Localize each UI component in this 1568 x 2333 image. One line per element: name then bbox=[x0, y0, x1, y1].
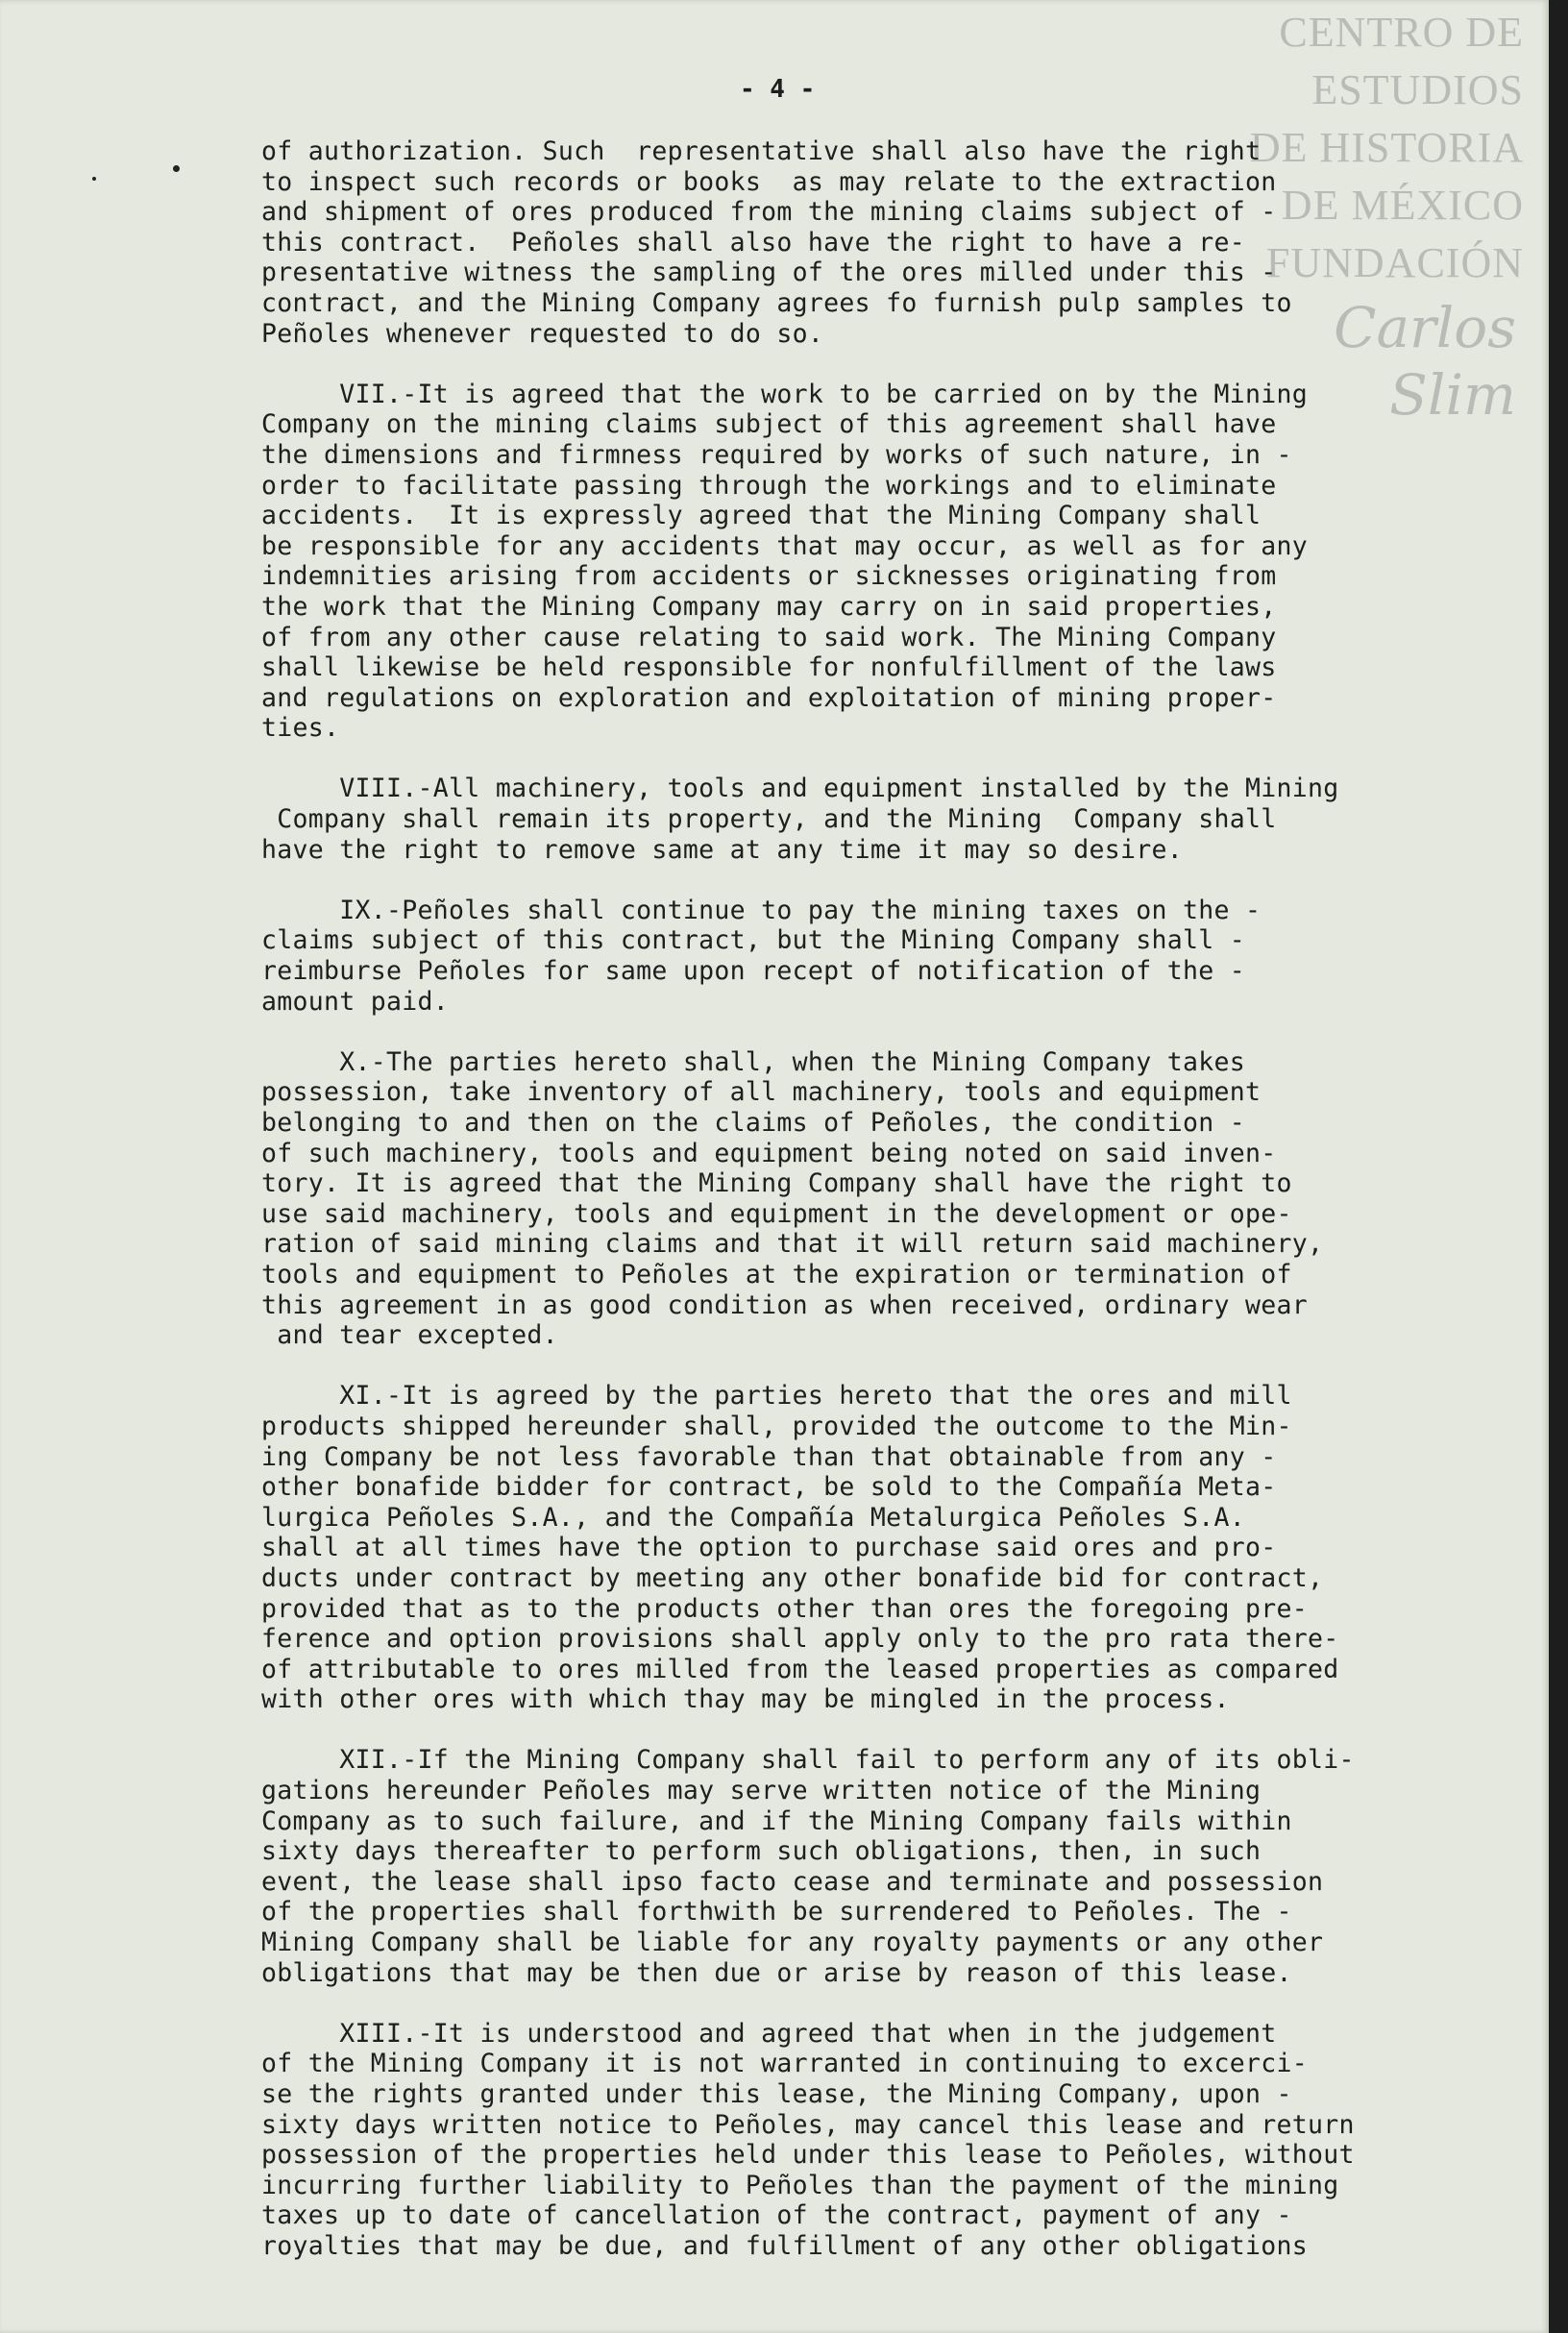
text-line: have the right to remove same at any time it may so desire. bbox=[261, 834, 1184, 865]
text-line: sixty days thereafter to perform such obligations, then, in such bbox=[261, 1836, 1262, 1867]
clause-paragraph bbox=[261, 1745, 1530, 1988]
text-line: be responsible for any accidents that may occur, as well as for any bbox=[261, 530, 1309, 561]
text-line: X.-The parties hereto shall, when the Mining Company takes bbox=[261, 1046, 1246, 1077]
text-line: ration of said mining claims and that it will return said machinery, bbox=[261, 1229, 1324, 1260]
text-line: contract, and the Mining Company agrees fo furnish pulp samples to bbox=[261, 287, 1292, 318]
text-line: to inspect such records or books as may relate to the extraction bbox=[261, 166, 1277, 197]
text-line: accidents. It is expressly agreed that the Mining Company shall bbox=[261, 501, 1262, 531]
text-line: order to facilitate passing through the workings and to eliminate bbox=[261, 470, 1277, 501]
watermark-line: FUNDACIÓN bbox=[1265, 239, 1524, 286]
text-line: use said machinery, tools and equipment in the development or ope- bbox=[261, 1198, 1292, 1229]
clause-paragraph bbox=[261, 1381, 1530, 1715]
text-line: products shipped hereunder shall, provided the outcome to the Min- bbox=[261, 1411, 1292, 1441]
document-body bbox=[261, 136, 1530, 2292]
watermark-signature: Carlos Slim bbox=[1334, 295, 1516, 428]
text-line: this contract. Peñoles shall also have the right to have a re- bbox=[261, 227, 1246, 258]
text-line: tools and equipment to Peñoles at the expiration or termination of bbox=[261, 1259, 1292, 1289]
text-line: of attributable to ores milled from the leased properties as compared bbox=[261, 1654, 1339, 1684]
clause-paragraph bbox=[261, 136, 1530, 349]
text-line: ties. bbox=[261, 713, 340, 744]
watermark-line: DE HISTORIA bbox=[1249, 124, 1524, 171]
text-line: this agreement in as good condition as when received, ordinary wear bbox=[261, 1289, 1309, 1320]
text-line: obligations that may be then due or arise by reason of this lease. bbox=[261, 1957, 1292, 1988]
text-line: possession, take inventory of all machinery, tools and equipment bbox=[261, 1077, 1262, 1108]
clause-paragraph bbox=[261, 896, 1530, 1017]
text-line: indemnities arising from accidents or sicknesses originating from bbox=[261, 561, 1277, 592]
text-line: the work that the Mining Company may carry on in said properties, bbox=[261, 591, 1277, 622]
text-line: other bonafide bidder for contract, be sold to the Compañía Meta- bbox=[261, 1472, 1277, 1503]
watermark-line: DE MÉXICO bbox=[1281, 182, 1524, 229]
clause-paragraph bbox=[261, 774, 1530, 865]
text-line: of from any other cause relating to said work. The Mining Company bbox=[261, 622, 1277, 652]
text-line: taxes up to date of cancellation of the contract, payment of any - bbox=[261, 2200, 1292, 2231]
text-line: and shipment of ores produced from the mining claims subject of - bbox=[261, 197, 1277, 228]
text-line: with other ores with which thay may be mingled in the process. bbox=[261, 1684, 1230, 1715]
text-line: Mining Company shall be liable for any royalty payments or any other bbox=[261, 1928, 1324, 1958]
margin-dot-icon bbox=[173, 165, 180, 172]
text-line: presentative witness the sampling of the ores milled under this - bbox=[261, 258, 1277, 288]
text-line: sixty days written notice to Peñoles, may cancel this lease and return bbox=[261, 2109, 1355, 2140]
text-line: tory. It is agreed that the Mining Company shall have the right to bbox=[261, 1168, 1292, 1199]
text-line: shall at all times have the option to purchase said ores and pro- bbox=[261, 1533, 1277, 1563]
text-line: ing Company be not less favorable than that obtainable from any - bbox=[261, 1441, 1277, 1472]
text-line: and regulations on exploration and exploitation of mining proper- bbox=[261, 682, 1277, 713]
text-line: Peñoles whenever requested to do so. bbox=[261, 318, 824, 349]
watermark-line: CENTRO DE bbox=[1279, 9, 1524, 56]
text-line: Company on the mining claims subject of this agreement shall have bbox=[261, 409, 1277, 440]
text-line: of the properties shall forthwith be surrendered to Peñoles. The - bbox=[261, 1897, 1292, 1928]
text-line: ference and option provisions shall apply only to the pro rata there- bbox=[261, 1624, 1339, 1655]
clause-paragraph bbox=[261, 2019, 1530, 2262]
text-line: event, the lease shall ipso facto cease and terminate and possession bbox=[261, 1866, 1324, 1897]
clause-paragraph bbox=[261, 1047, 1530, 1351]
text-line: XII.-If the Mining Company shall fail to perform any of its obli- bbox=[261, 1745, 1355, 1776]
text-line: XI.-It is agreed by the parties hereto that the ores and mill bbox=[261, 1381, 1292, 1412]
text-line: claims subject of this contract, but the Mining Company shall - bbox=[261, 925, 1246, 956]
text-line: gations hereunder Peñoles may serve written notice of the Mining bbox=[261, 1776, 1262, 1806]
text-line: Company as to such failure, and if the Mining Company fails within bbox=[261, 1805, 1292, 1836]
text-line: amount paid. bbox=[261, 986, 450, 1017]
text-line: se the rights granted under this lease, the Mining Company, upon - bbox=[261, 2079, 1292, 2109]
text-line: reimburse Peñoles for same upon recept of notification of the - bbox=[261, 956, 1246, 987]
text-line: XIII.-It is understood and agreed that when in the judgement bbox=[261, 2018, 1277, 2049]
margin-dot-icon bbox=[92, 177, 96, 181]
text-line: Company shall remain its property, and the Mining Company shall bbox=[261, 804, 1277, 835]
text-line: VII.-It is agreed that the work to be carried on by the Mining bbox=[261, 379, 1309, 409]
clause-paragraph bbox=[261, 380, 1530, 744]
text-line: and tear excepted. bbox=[261, 1320, 558, 1351]
text-line: shall likewise be held responsible for nonfulfillment of the laws bbox=[261, 652, 1277, 683]
text-line: of authorization. Such representative shall also have the right bbox=[261, 136, 1262, 166]
page-number: - 4 - bbox=[740, 75, 816, 104]
watermark-line: ESTUDIOS bbox=[1311, 66, 1524, 113]
text-line: royalties that may be due, and fulfillment of any other obligations bbox=[261, 2230, 1309, 2261]
text-line: provided that as to the products other than ores the foregoing pre- bbox=[261, 1593, 1309, 1624]
text-line: lurgica Peñoles S.A., and the Compañía Metalurgica Peñoles S.A. bbox=[261, 1502, 1246, 1533]
text-line: of the Mining Company it is not warranted in continuing to excerci- bbox=[261, 2049, 1309, 2079]
text-line: incurring further liability to Peñoles than the payment of the mining bbox=[261, 2170, 1339, 2200]
text-line: VIII.-All machinery, tools and equipment installed by the Mining bbox=[261, 774, 1339, 804]
text-line: the dimensions and firmness required by works of such nature, in - bbox=[261, 439, 1292, 470]
text-line: IX.-Peñoles shall continue to pay the mining taxes on the - bbox=[261, 895, 1262, 925]
text-line: ducts under contract by meeting any other bonafide bid for contract, bbox=[261, 1562, 1324, 1593]
text-line: possession of the properties held under this lease to Peñoles, without bbox=[261, 2140, 1355, 2171]
text-line: belonging to and then on the claims of Peñoles, the condition - bbox=[261, 1108, 1246, 1138]
text-line: of such machinery, tools and equipment being noted on said inven- bbox=[261, 1138, 1277, 1168]
